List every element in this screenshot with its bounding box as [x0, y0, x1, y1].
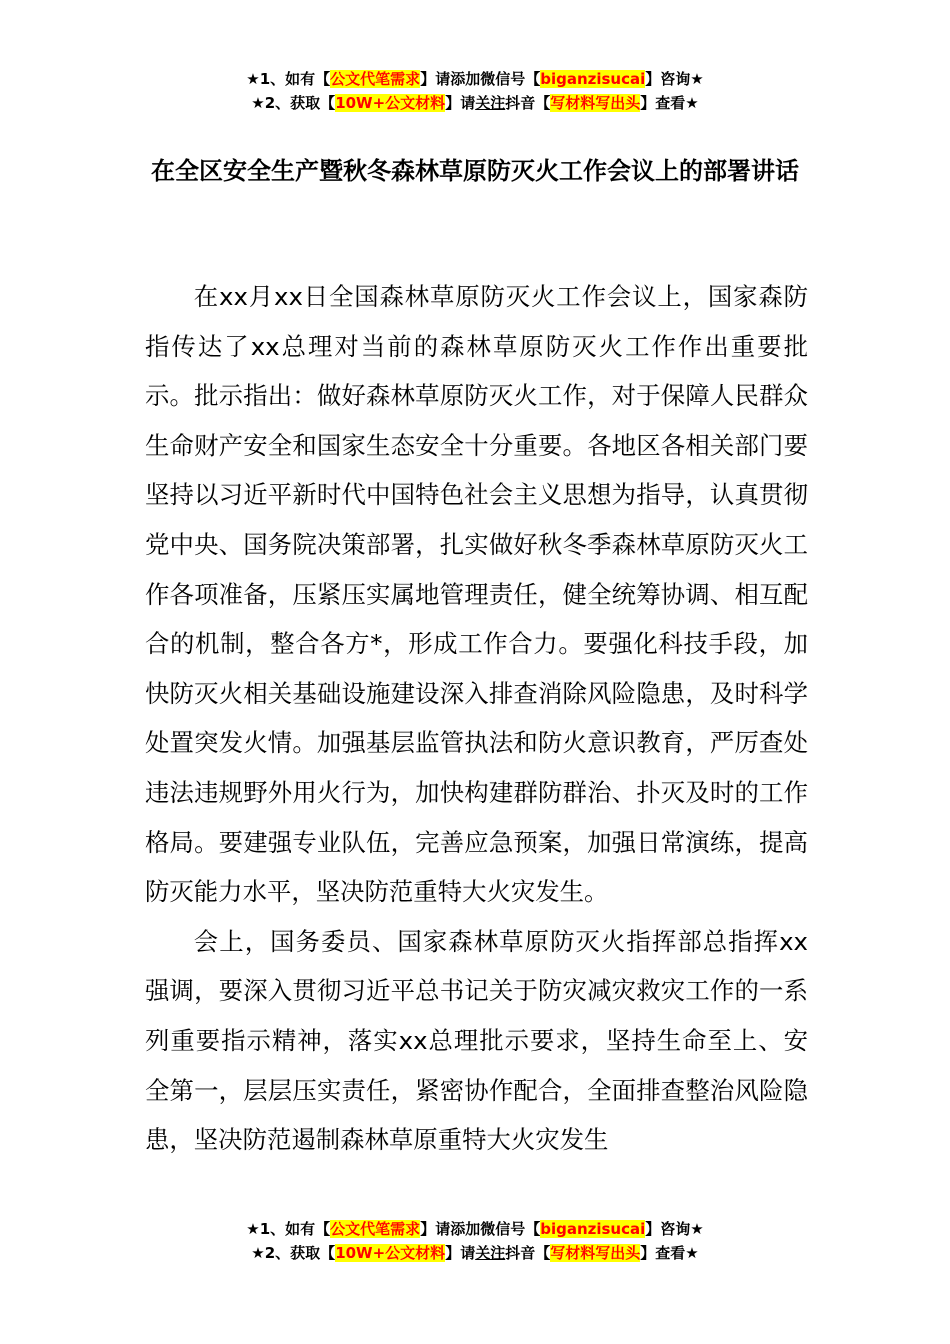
- promo-line-2: ★2、获取【10W+公文材料】请关注抖音【写材料写出头】查看★: [251, 94, 699, 112]
- promo-line-1: ★1、如有【公文代笔需求】请添加微信号【biganzisucai】咨询★: [246, 1220, 704, 1238]
- underline-follow: 关注: [475, 1244, 506, 1262]
- highlight-douyin-id: 写材料写出头: [550, 94, 641, 112]
- document-title: 在全区安全生产暨秋冬森林草原防灭火工作会议上的部署讲话: [151, 157, 799, 185]
- highlight-service: 公文代笔需求: [330, 1220, 421, 1238]
- paragraph-2: 会上，国务委员、国家森林草原防灭火指挥部总指挥xx强调，要深入贯彻习近平总书记关于防灾减灾救灾工作的一系列重要指示精神，落实xx总理批示要求，坚持生命至上、安全第一，层层压实责任，紧密协作配合，全面排查整治风险隐患，坚决防范遏制森林草原重特大火灾发生: [145, 926, 808, 1155]
- highlight-wechat-id: biganzisucai: [540, 1220, 646, 1238]
- highlight-service: 公文代笔需求: [330, 70, 421, 88]
- highlight-materials: 10W+公文材料: [335, 94, 446, 112]
- underline-follow: 关注: [475, 94, 506, 112]
- document-body: [145, 272, 808, 1165]
- promo-line-1: ★1、如有【公文代笔需求】请添加微信号【biganzisucai】咨询★: [246, 70, 704, 88]
- highlight-wechat-id: biganzisucai: [540, 70, 646, 88]
- paragraph-1: 在xx月xx日全国森林草原防灭火工作会议上，国家森防指传达了xx总理对当前的森林草原防灭火工作作出重要批示。批示指出：做好森林草原防灭火工作，对于保障人民群众生命财产安全和国家生态安全十分重要。各地区各相关部门要坚持以习近平新时代中国特色社会主义思想为指导，认真贯彻党中央、国务院决策部署，扎实做好秋冬季森林草原防灭火工作各项准备，压紧压实属地管理责任，健全统筹协调、相互配合的机制，整合各方*，形成工作合力。要强化科技手段，加快防灭火相关基础设施建设深入排查消除风险隐患，及时科学处置突发火情。加强基层监管执法和防火意识教育，严厉查处违法违规野外用火行为，加快构建群防群治、扑灭及时的工作格局。要建强专业队伍，完善应急预案，加强日常演练，提高防灭能力水平，坚决防范重特大火灾发生。: [145, 282, 808, 907]
- highlight-materials: 10W+公文材料: [335, 1244, 446, 1262]
- highlight-douyin-id: 写材料写出头: [550, 1244, 641, 1262]
- promo-line-2: ★2、获取【10W+公文材料】请关注抖音【写材料写出头】查看★: [251, 1244, 699, 1262]
- promo-footer: [0, 1218, 950, 1266]
- promo-header: [0, 68, 950, 116]
